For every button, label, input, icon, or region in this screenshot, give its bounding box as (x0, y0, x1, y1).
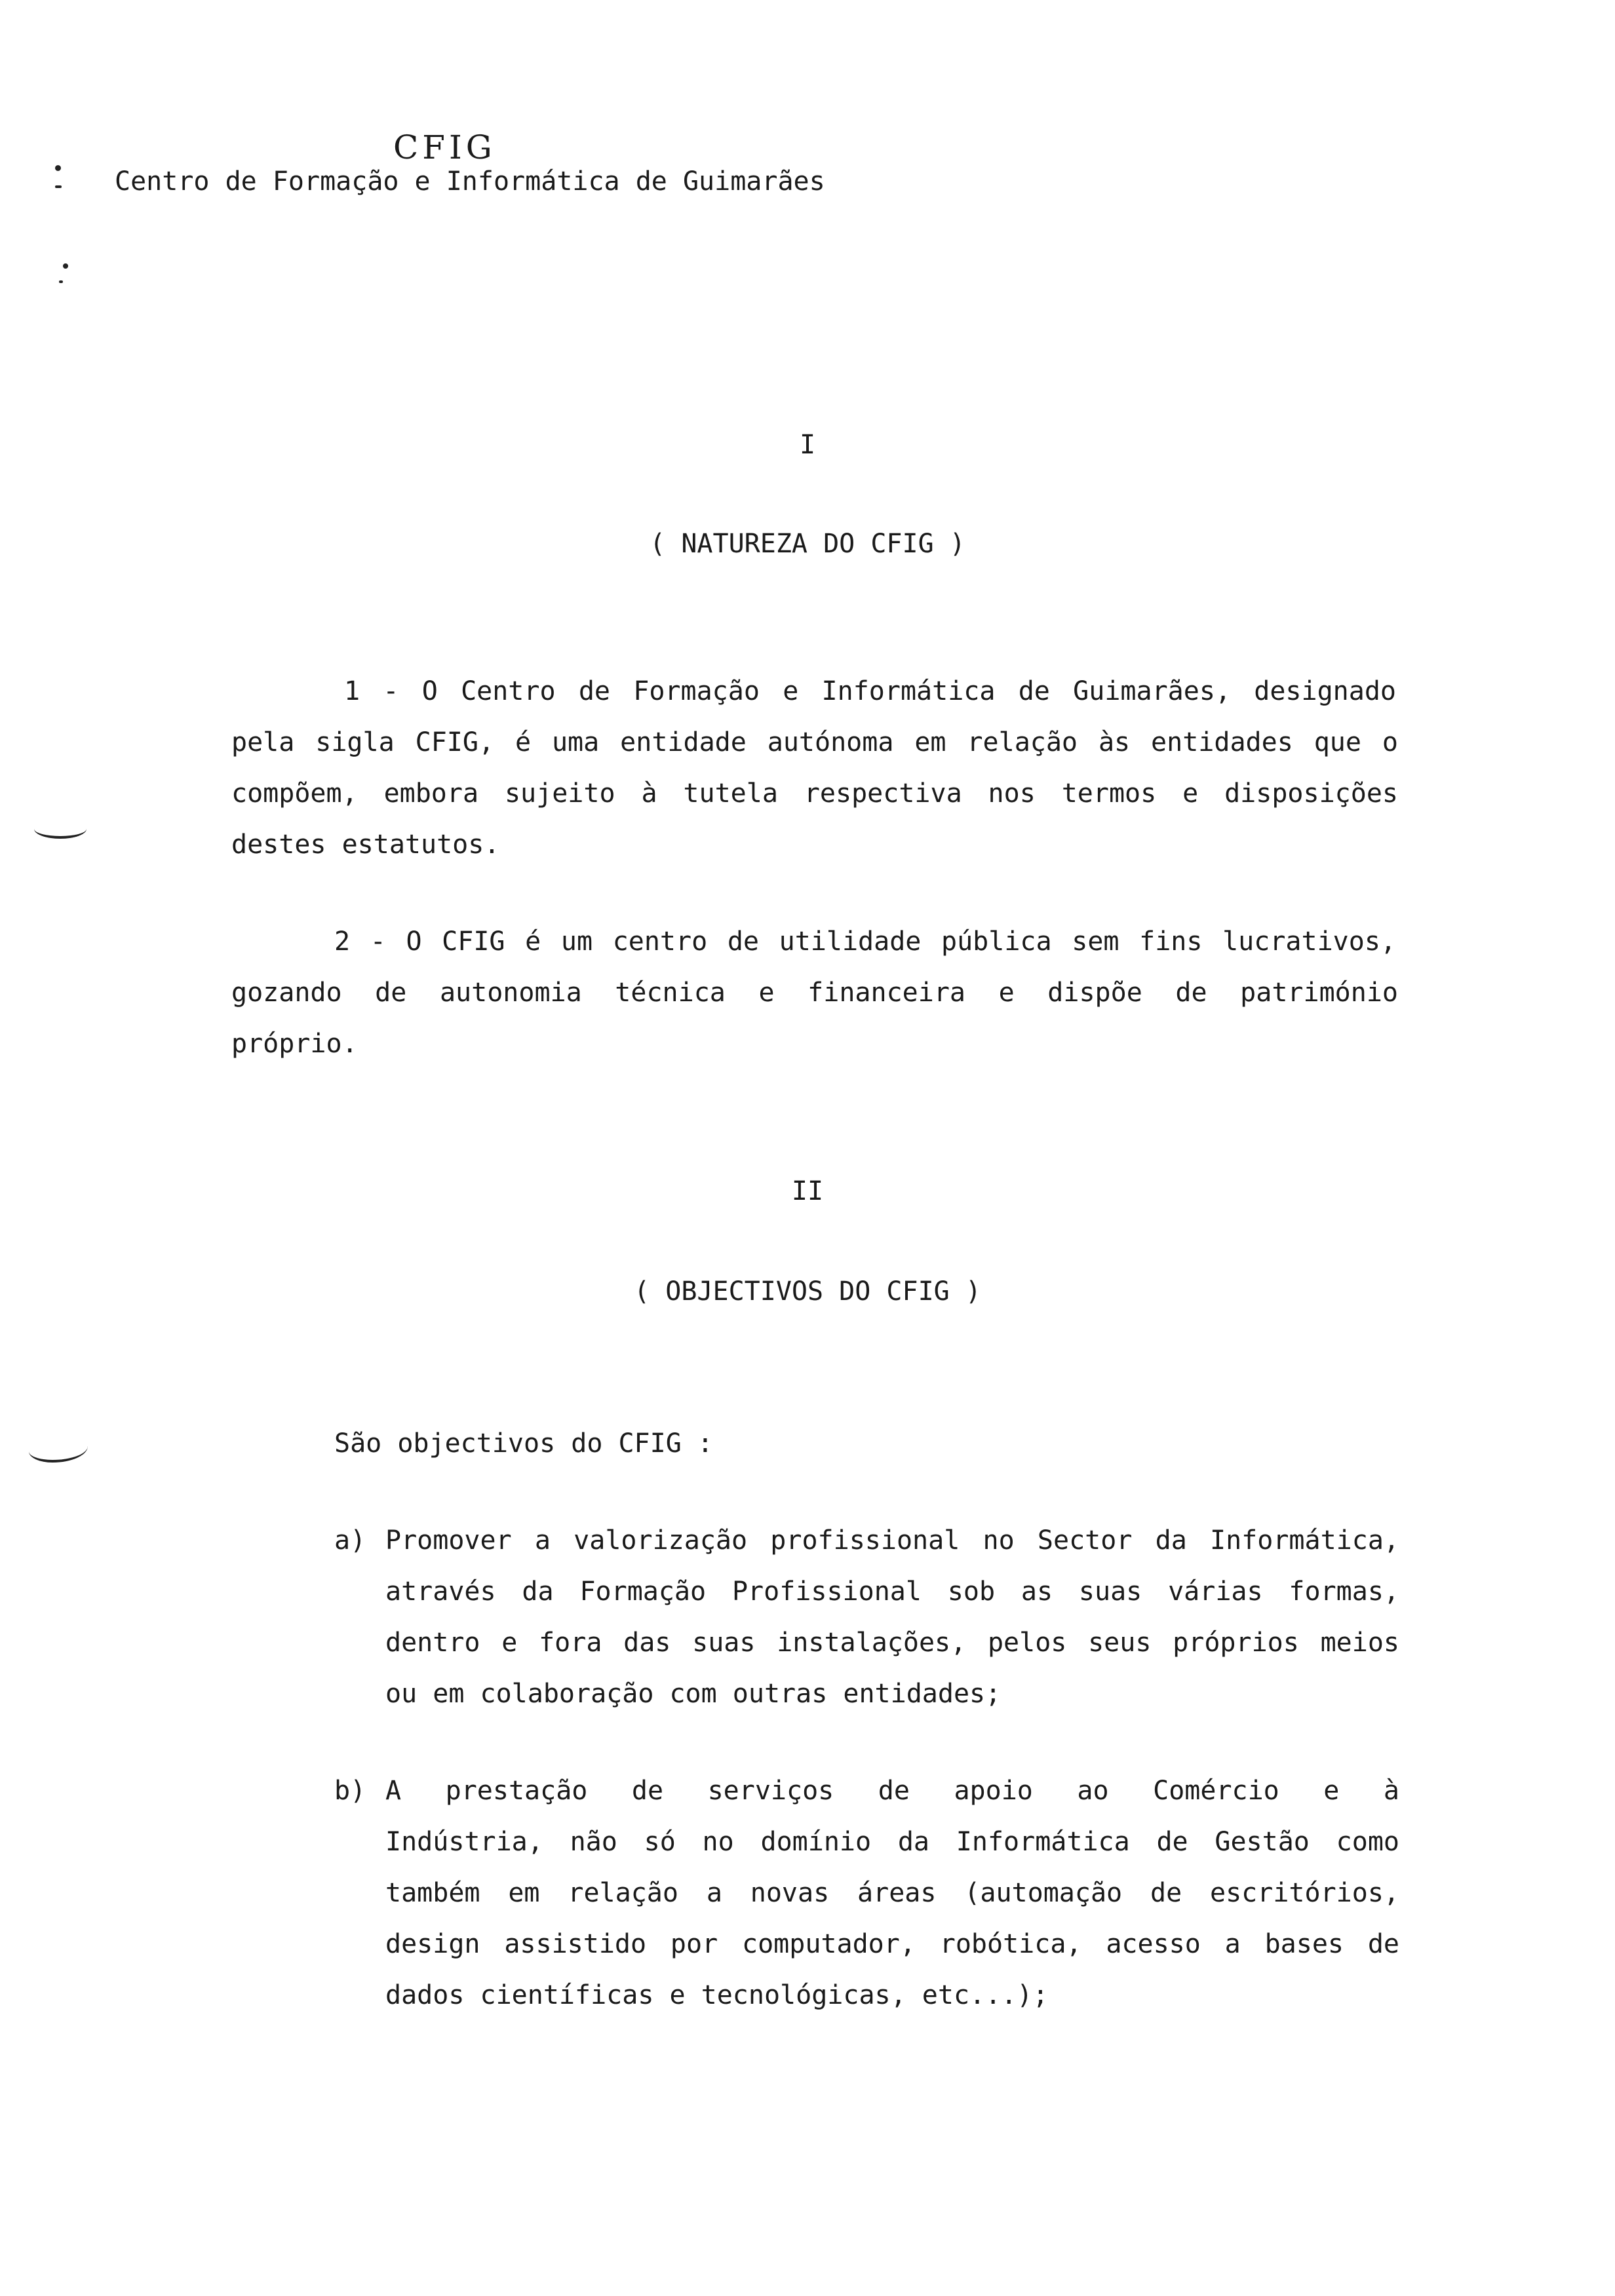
section-number-1: I (799, 430, 816, 460)
scan-arc-mark (34, 819, 87, 839)
paragraph-line: gozando de autonomia técnica e financeira e dispõe de património (231, 978, 1398, 1008)
objectives-intro: São objectivos do CFIG : (334, 1428, 713, 1459)
scan-arc-mark (29, 1435, 88, 1463)
section-title-natureza: ( NATUREZA DO CFIG ) (650, 529, 965, 559)
paragraph-line: 2 - O CFIG é um centro de utilidade pública sem fins lucrativos, (334, 927, 1396, 957)
organization-name: Centro de Formação e Informática de Guimarães (115, 166, 825, 197)
list-item-label: a) (334, 1525, 366, 1556)
section-title-objectivos: ( OBJECTIVOS DO CFIG ) (634, 1276, 981, 1307)
section-number-2: II (791, 1176, 824, 1206)
scan-dot-mark (55, 165, 61, 171)
paragraph-line: destes estatutos. (231, 830, 500, 860)
list-item-line: dentro e fora das suas instalações, pelos seus próprios meios (385, 1628, 1399, 1658)
paragraph-line: próprio. (231, 1029, 358, 1059)
list-item-label: b) (334, 1776, 366, 1806)
paragraph-line: pela sigla CFIG, é uma entidade autónoma em relação às entidades que o (231, 727, 1398, 757)
cfig-logo: CFIG (393, 128, 496, 166)
list-item-line: Indústria, não só no domínio da Informática de Gestão como (385, 1827, 1399, 1857)
scan-dash-mark (59, 280, 63, 283)
list-item-line: design assistido por computador, robótica, acesso a bases de (385, 1929, 1399, 1959)
scan-dash-mark (55, 185, 62, 188)
list-item-line: ou em colaboração com outras entidades; (385, 1679, 1002, 1709)
list-item-line: através da Formação Profissional sob as suas várias formas, (385, 1577, 1399, 1607)
list-item-line: Promover a valorização profissional no Sector da Informática, (385, 1525, 1399, 1556)
scan-dot-mark (63, 263, 68, 269)
list-item-line: A prestação de serviços de apoio ao Comércio e à (385, 1776, 1399, 1806)
list-item-line: também em relação a novas áreas (automação de escritórios, (385, 1878, 1399, 1908)
paragraph-line: compõem, embora sujeito à tutela respectiva nos termos e disposições (231, 778, 1398, 809)
paragraph-line: 1 - O Centro de Formação e Informática de Guimarães, designado (344, 676, 1396, 706)
list-item-line: dados científicas e tecnológicas, etc...); (385, 1980, 1049, 2010)
